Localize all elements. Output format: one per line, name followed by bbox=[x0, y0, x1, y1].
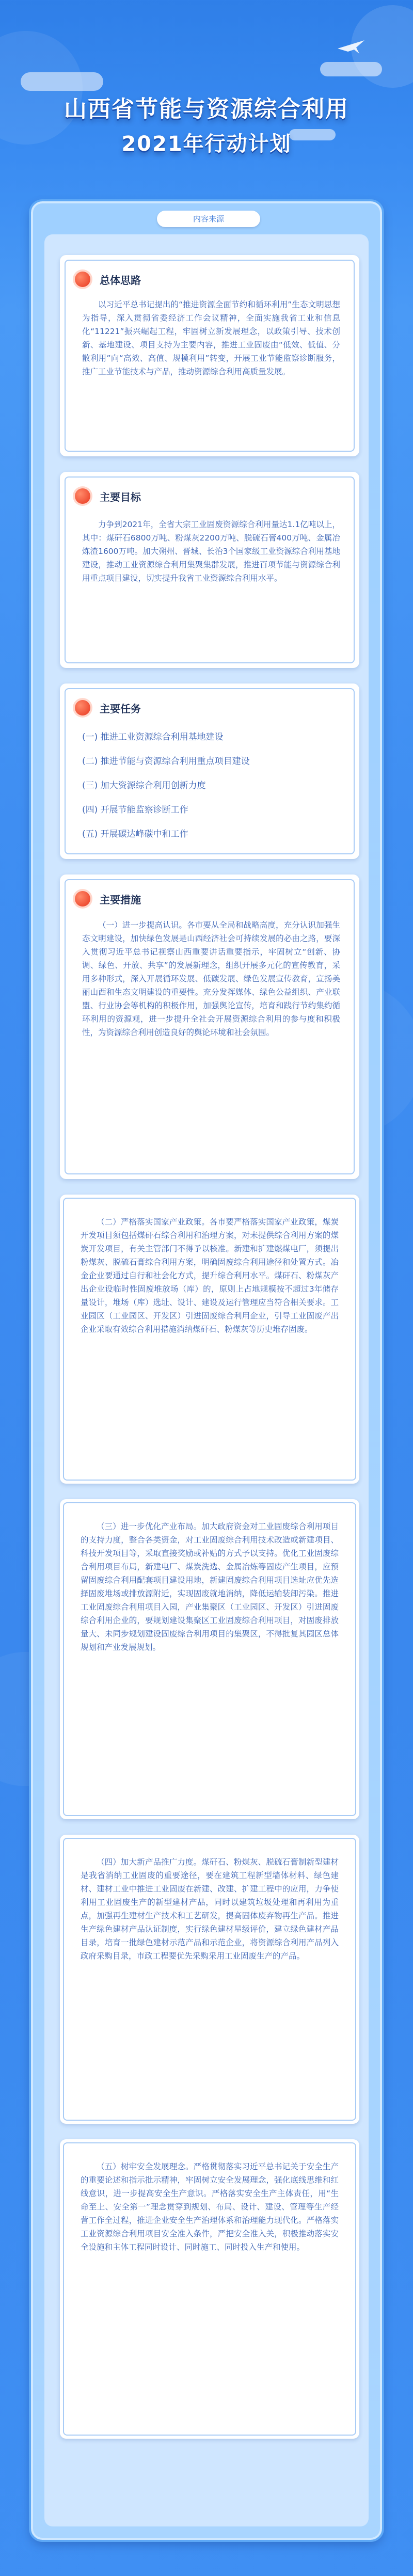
section-text: 以习近平总书记提出的“推进资源全面节约和循环利用”生态文明思想为指导，深入贯彻省委经济工作会议精神，全面实施我省工业和信息化“11221”振兴崛起工程，牢固树立新发展理念，以政策引导、技术创新、基地建设、项目支持为主要内容，推进工业固废由“低效、低值、分散利用”向“高效、高值、规模利用”转变，开展工业节能监察诊断服务，推广工业节能技术与产品，推动资源综合利用高质量发展。 bbox=[82, 300, 340, 376]
page-subtitle: 2021年行动计划 bbox=[121, 132, 292, 156]
source-label: 内容来源 bbox=[157, 211, 260, 227]
airplane-icon bbox=[336, 36, 367, 57]
content-inner bbox=[44, 234, 369, 2526]
measure-text: （二）严格落实国家产业政策。各市要严格落实国家产业政策，煤炭开发项目须包括煤矸石综合利用和治理方案，对未提供综合利用方案的煤炭开发项目，有关主管部门不得予以核准。新建和扩建燃煤电厂，须提出粉煤灰、脱硫石膏综合利用方案，明确固废综合利用途径和处置方式。冶金企业要通过自行和社会化方式，提升综合利用水平。煤矸石、粉煤灰产出企业设临时性固废堆放场（库）的，原则上占地规模按不超过3年储存量设计，堆场（库）选址、设计、建设及运行管理应当符合相关要求。工业园区（工业园区、开发区）引进固废综合利用企业，引导工业固废产出企业采取有效综合利用措施消纳煤矸石、粉煤灰等历史堆存固废。 bbox=[81, 1217, 339, 1334]
section-title: 主要措施 bbox=[100, 893, 141, 906]
section-targets bbox=[60, 472, 359, 668]
section-title: 主要目标 bbox=[100, 490, 141, 503]
section-overall bbox=[60, 255, 359, 456]
list-item: (三) 加大资源综合利用创新力度 bbox=[82, 774, 340, 798]
section-bullet-icon bbox=[75, 700, 90, 715]
section-measures bbox=[60, 874, 359, 1179]
measure-text: （一）进一步提高认识。各市要从全局和战略高度，充分认识加强生态文明建设，加快绿色发展是山西经济社会可持续发展的必由之路，要深入贯彻习近平总书记视察山西重要讲话重要指示，牢固树立“创新、协调、绿色、开放、共享”的发展新理念，组织开展多元化的宣传教育，采用多种形式，深入开展循环发展、低碳发展、绿色发展宣传教育，宣扬美丽山西和生态文明建设的重要性。充分发挥媒体、绿色公益组织、产业联盟、行业协会等机构的积极作用，加强舆论宣传，培育和践行节约集约循环利用的资源观，进一步提升全社会开展资源综合利用的参与度和积极性，为资源综合利用创造良好的舆论环境和社会氛围。 bbox=[82, 920, 340, 1037]
cloud-decoration bbox=[21, 72, 103, 91]
section-text: 力争到2021年，全省大宗工业固废资源综合利用量达1.1亿吨以上，其中：煤矸石6800万吨、粉煤灰2200万吨、脱硫石膏400万吨、金属冶炼渣1600万吨。加大朔州、晋城、长治3个国家级工业资源综合利用基地建设，推动工业资源综合利用集聚集群发展，推进百项节能与资源综合利用重点项目建设，切实提升我省工业资源综合利用水平。 bbox=[82, 520, 340, 583]
section-bullet-icon bbox=[75, 488, 90, 504]
list-item: (二) 推进节能与资源综合利用重点项目建设 bbox=[82, 750, 340, 774]
measure-block bbox=[60, 1195, 359, 1484]
page-header bbox=[0, 90, 413, 157]
task-list bbox=[82, 725, 340, 847]
measure-text: （三）进一步优化产业布局。加大政府资金对工业固废综合利用项目的支持力度，整合各类资金，对工业固废综合利用技术改造或新建项目、科技开发项目等，采取直接奖励或补贴的方式予以支持。优化工业固废综合利用项目布局，新建电厂、煤炭洗选、金属冶炼等固废产生项目，应预留固废综合利用配套项目建设用地，新建固废综合利用项目选址应优先选择固废堆场或排放源附近，实现固废就地消纳，降低运输装卸污染。推进工业固废综合利用项目入园，产业集聚区（工业园区、开发区）引进固废综合利用企业的，要规划建设集聚区工业固废综合利用项目，对固废排放量大、未同步规划建设固废综合利用项目的集聚区，不得批复其园区总体规划和产业发展规划。 bbox=[81, 1522, 339, 1652]
section-title: 主要任务 bbox=[100, 702, 141, 715]
list-item: (一) 推进工业资源综合利用基地建设 bbox=[82, 725, 340, 750]
measure-block bbox=[60, 1835, 359, 2124]
section-tasks bbox=[60, 683, 359, 859]
measure-text: （五）树牢安全发展理念。严格贯彻落实习近平总书记关于安全生产的重要论述和指示批示精神，牢固树立安全发展理念，强化底线思维和红线意识，进一步提高安全生产意识。严格落实安全生产主体责任，用“生命至上、安全第一”理念贯穿到规划、布局、设计、建设、管理等生产经营工作全过程，推进企业安全生产治理体系和治理能力现代化。严格落实工业资源综合利用项目安全准入条件，严把安全准入关，积极推动落实安全设施和主体工程同时设计、同时施工、同时投入生产和使用。 bbox=[81, 2162, 339, 2252]
measure-block bbox=[60, 1499, 359, 1819]
list-item: (五) 开展碳达峰碳中和工作 bbox=[82, 829, 188, 839]
cloud-decoration bbox=[320, 62, 382, 76]
list-item: (四) 开展节能监察诊断工作 bbox=[82, 798, 340, 822]
content-frame bbox=[31, 201, 382, 2540]
section-bullet-icon bbox=[75, 891, 90, 907]
measure-text: （四）加大新产品推广力度。煤矸石、粉煤灰、脱硫石膏制新型建材是我省消纳工业固废的重要途径，要在建筑工程新型墙体材料、绿色建材、建材工业中推进工业固废在新建、改建、扩建工程中的应用，力争使利用工业固废生产的新型建材产品，同时以建筑垃圾处理和再利用为重点，加强再生建材生产技术和工艺研发，提高固体废弃物再生产品。推进生产绿色建材产品认证制度，实行绿色建材星级评价，建立绿色建材产品目录，培育一批绿色建材示范产品和示范企业，将资源综合利用产品列入政府采购目录，市政工程要优先采购采用工业固废生产的产品。 bbox=[81, 1857, 339, 1961]
page-title: 山西省节能与资源综合利用 bbox=[64, 96, 349, 122]
section-title: 总体思路 bbox=[100, 274, 141, 287]
section-bullet-icon bbox=[75, 272, 90, 287]
measure-block bbox=[60, 2139, 359, 2439]
